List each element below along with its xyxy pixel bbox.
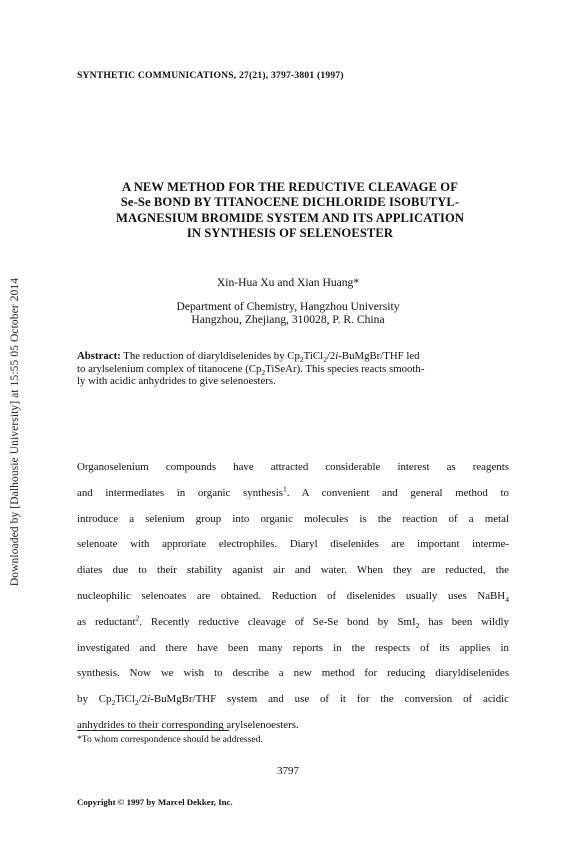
body-line <box>77 687 509 713</box>
body-text: -BuMgBr/THF system and use of it for the conversion of acidic <box>150 693 509 706</box>
body-text: /2 <box>138 693 148 706</box>
body-text: as reductant <box>77 615 136 628</box>
body-line <box>77 610 509 636</box>
subscript: 2 <box>323 355 327 365</box>
abstract-line <box>77 350 509 363</box>
abstract-text: TiCl <box>303 350 324 362</box>
title-line: Se-Se BOND BY TITANOCENE DICHLORIDE ISOBUTYL- <box>120 195 460 210</box>
footnote-divider <box>77 730 229 731</box>
body-line: selenoate with approriate electrophiles. Diaryl diselenides are important interme- <box>77 538 509 551</box>
title-line: A NEW METHOD FOR THE REDUCTIVE CLEAVAGE OF <box>121 180 458 194</box>
subscript: 2 <box>415 620 420 630</box>
abstract-italic: i <box>335 350 339 362</box>
subscript: 2 <box>299 355 304 365</box>
body-line: investigated and there have been many reports in the respects of its applies in <box>77 641 509 654</box>
title-line: MAGNESIUM BROMIDE SYSTEM AND ITS APPLICATION <box>115 210 465 225</box>
abstract-line: ly with acidic anhydrides to give selenoesters. <box>77 375 276 388</box>
subscript: 4 <box>505 595 509 605</box>
body-text: . Recently reductive cleavage of Se-Se bond by SmI <box>139 615 416 628</box>
article-title <box>60 180 520 241</box>
body-line <box>77 584 509 610</box>
body-text: nucleophilic selenoates are obtained. Reduction of diselenides usually uses NaBH <box>77 589 506 602</box>
body-line: synthesis. Now we wish to describe a new method for reducing diaryldiselenides <box>77 667 509 680</box>
download-watermark-text: Downloaded by [Dalhousie University] at 15:55 05 October 2014 <box>9 277 21 587</box>
abstract-label: Abstract: <box>77 350 121 362</box>
body-text: TiCl <box>115 693 135 706</box>
page-number: 3797 <box>277 765 299 777</box>
abstract-text: TiSeAr). This species reacts smooth- <box>265 362 425 375</box>
copyright-notice: Copyright © 1997 by Marcel Dekker, Inc. <box>77 797 233 807</box>
body-line: introduce a selenium group into organic molecules is the reaction of a metal <box>77 512 509 525</box>
body-text: by Cp <box>77 693 112 706</box>
affiliation-department: Department of Chemistry, Hangzhou University <box>176 300 400 313</box>
abstract-text: to arylselenium complex of titanocene (Cp <box>77 362 262 375</box>
footnote: *To whom correspondence should be addressed. <box>77 734 263 745</box>
affiliation <box>0 300 576 326</box>
body-text: has been wildly <box>419 615 509 628</box>
body-line: anhydrides to their corresponding arylselenoesters. <box>77 718 299 731</box>
abstract-text: /2 <box>326 350 336 362</box>
subscript: 2 <box>134 698 139 708</box>
body-paragraph <box>77 455 509 739</box>
affiliation-address: Hangzhou, Zhejiang, 310028, P. R. China <box>191 313 385 326</box>
body-text: and intermediates in organic synthesis <box>77 486 283 499</box>
body-italic: i <box>147 693 151 706</box>
subscript: 2 <box>111 698 116 708</box>
citation-ref: 1 <box>283 484 287 494</box>
body-line: diates due to their stability aganist air and water. When they are reducted, the <box>77 564 509 577</box>
author-list: Xin-Hua Xu and Xian Huang* <box>216 276 360 289</box>
abstract <box>77 350 509 388</box>
citation-ref: 2 <box>135 613 140 623</box>
abstract-text: The reduction of diaryldiselenides by Cp <box>120 350 300 362</box>
abstract-text: -BuMgBr/THF led <box>338 350 420 362</box>
body-line <box>77 481 509 507</box>
body-line: Organoselenium compounds have attracted considerable interest as reagents <box>77 461 509 473</box>
title-line: IN SYNTHESIS OF SELENOESTER <box>186 225 394 240</box>
journal-header: SYNTHETIC COMMUNICATIONS, 27(21), 3797-3801 (1997) <box>77 70 344 81</box>
abstract-line <box>77 363 509 376</box>
subscript: 2 <box>261 367 266 377</box>
body-text: . A convenient and general method to <box>286 486 509 499</box>
